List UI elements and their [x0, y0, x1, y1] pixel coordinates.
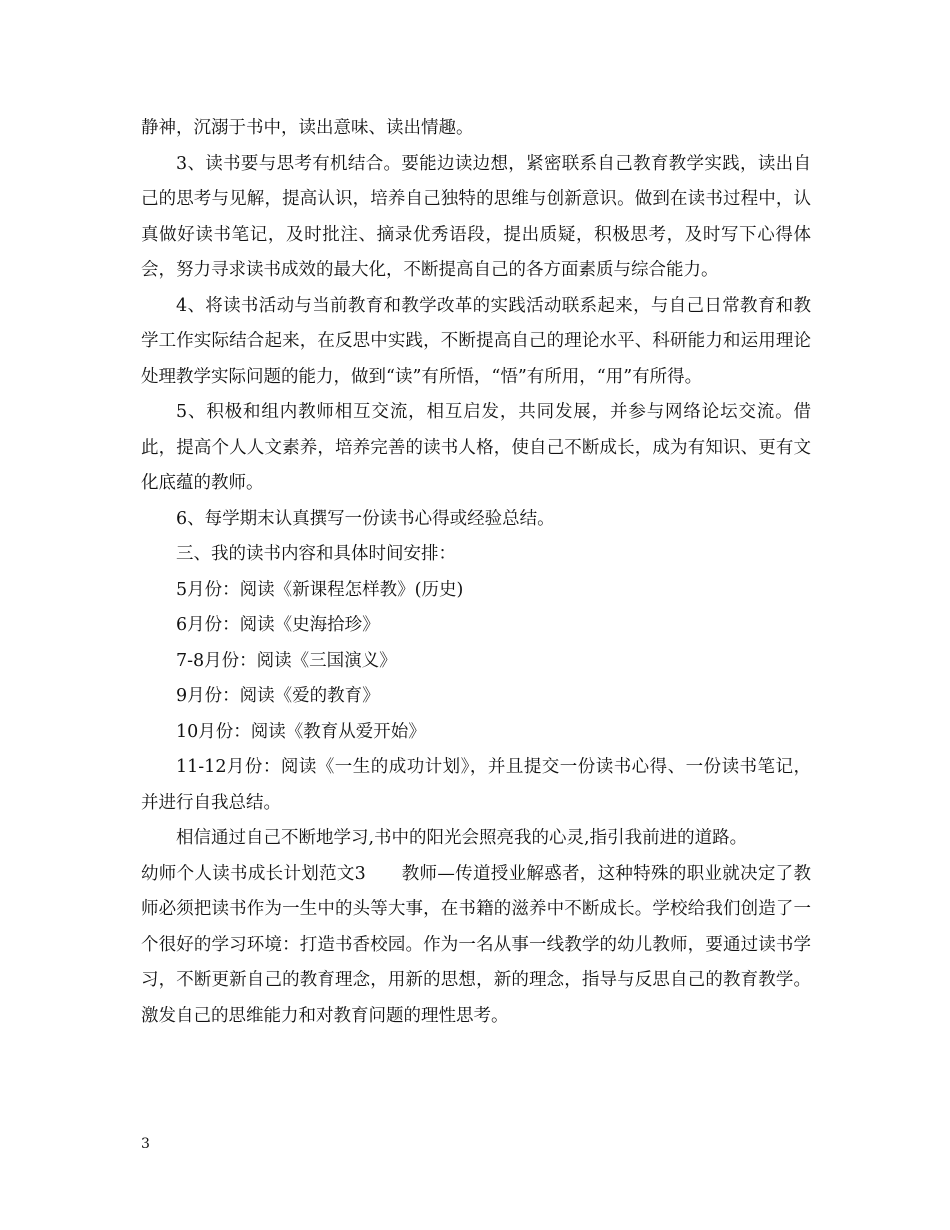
section-heading-schedule: 三、我的读书内容和具体时间安排：: [176, 544, 456, 564]
paragraph-continuation: 静神，沉溺于书中，读出意味、读出情趣。: [141, 118, 474, 138]
schedule-item-july-august: 7-8月份：阅读《三国演义》: [176, 650, 397, 671]
schedule-item-june: 6月份：阅读《史海拾珍》: [176, 615, 380, 635]
paragraph-item-4: 4、将读书活动与当前教育和教学改革的实践活动联系起来，与自己日常教育和教学工作实际结合起来，在反思中实践，不断提高自己的理论水平、科研能力和运用理论处理教学实际问题的能力，做到“读”有所悟，“悟”有所用，“用”有所得。: [141, 295, 811, 387]
schedule-item-may: 5月份：阅读《新课程怎样教》(历史): [176, 579, 464, 600]
paragraph-item-5: 5、积极和组内教师相互交流，相互启发，共同发展，并参与网络论坛交流。借此，提高个人人文素养，培养完善的读书人格，使自己不断成长，成为有知识、更有文化底蕴的教师。: [141, 402, 811, 493]
document-body: [141, 111, 811, 1034]
paragraph-item-6: 6、每学期末认真撰写一份读书心得或经验总结。: [176, 508, 555, 529]
paragraph-item-3: 3、读书要与思考有机结合。要能边读边想，紧密联系自己教育教学实践，读出自己的思考与见解，提高认识，培养自己独特的思维与创新意识。做到在读书过程中，认真做好读书笔记，及时批注、摘录优秀语段，提出质疑，积极思考，及时写下心得体会，努力寻求读书成效的最大化，不断提高自己的各方面素质与综合能力。: [141, 153, 811, 280]
sample-3-paragraph: 幼师个人读书成长计划范文3 教师—传道授业解惑者，这种特殊的职业就决定了教师必须把读书作为一生中的头等大事，在书籍的滋养中不断成长。学校给我们创造了一个很好的学习环境：打造书香校园。作为一名从事一线教学的幼儿教师，要通过读书学习，不断更新自己的教育理念，用新的思想，新的理念，指导与反思自己的教育教学。激发自己的思维能力和对教育问题的理性思考。: [141, 863, 811, 1026]
schedule-item-november-december: 11-12月份：阅读《一生的成功计划》，并且提交一份读书心得、一份读书笔记，并进行自我总结。: [141, 757, 811, 813]
closing-paragraph: 相信通过自己不断地学习,书中的阳光会照亮我的心灵,指引我前进的道路。: [176, 828, 748, 848]
schedule-item-october: 10月份：阅读《教育从爱开始》: [176, 721, 426, 742]
page-number: 3: [141, 1136, 150, 1152]
schedule-item-september: 9月份：阅读《爱的教育》: [176, 686, 380, 706]
